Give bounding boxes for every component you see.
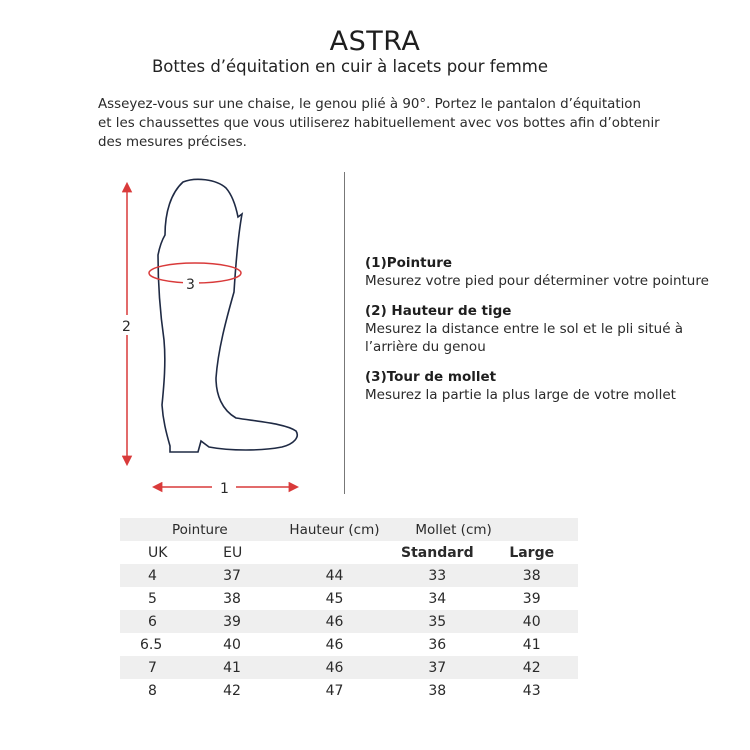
measurement-instructions (365, 254, 710, 416)
group-header-row (120, 518, 578, 541)
intro-line: Asseyez-vous sur une chaise, le genou plié à 90°. Portez le pantalon d’équitation (98, 97, 641, 112)
brand-title: ASTRA (329, 26, 421, 57)
cell-eu: 37 (223, 564, 280, 587)
instruction-mollet (365, 368, 710, 404)
cell-large: 40 (485, 610, 578, 633)
cell-uk: 5 (148, 590, 157, 607)
cell-large: 39 (522, 590, 541, 607)
height-label: 2 (122, 319, 131, 335)
size-table (120, 518, 578, 702)
cell-eu: 42 (223, 682, 241, 699)
cell-uk: 8 (148, 682, 157, 699)
table-row (120, 656, 578, 679)
sub-header-row (120, 541, 578, 564)
cell-hauteur: 47 (325, 682, 344, 699)
instruction-title: (1)Pointure (365, 255, 453, 271)
foot-length-label: 1 (220, 481, 229, 497)
table-row (120, 633, 578, 656)
cell-large: 43 (522, 682, 541, 699)
table-row (120, 587, 578, 610)
instruction-pointure (365, 254, 710, 290)
header-empty (280, 541, 389, 564)
instruction-title: (2) Hauteur de tige (365, 303, 512, 319)
instruction-hauteur (365, 302, 710, 356)
instruction-text: Mesurez votre pied pour déterminer votre pointure (365, 273, 709, 289)
cell-uk: 7 (120, 656, 223, 679)
table-row (120, 679, 578, 702)
cell-large: 42 (485, 656, 578, 679)
cell-large: 38 (485, 564, 578, 587)
table-row (120, 610, 578, 633)
cell-uk: 6.5 (140, 636, 163, 653)
cell-eu: 39 (223, 610, 280, 633)
vertical-divider (344, 172, 345, 494)
instruction-text: Mesurez la partie la plus large de votre mollet (365, 387, 676, 403)
cell-standard: 34 (428, 590, 447, 607)
table-row (120, 564, 578, 587)
header-uk: UK (148, 544, 168, 561)
cell-eu: 41 (223, 656, 280, 679)
cell-standard: 37 (389, 656, 485, 679)
calf-label: 3 (186, 277, 195, 293)
cell-uk: 6 (120, 610, 223, 633)
cell-hauteur: 44 (280, 564, 389, 587)
header-hauteur: Hauteur (cm) (280, 518, 389, 541)
cell-hauteur: 46 (280, 610, 389, 633)
product-subtitle: Bottes d’équitation en cuir à lacets pour femme (151, 57, 549, 76)
cell-standard: 35 (389, 610, 485, 633)
header-large: Large (509, 544, 555, 561)
header-eu: EU (223, 544, 243, 561)
cell-hauteur: 46 (325, 636, 344, 653)
instruction-text: Mesurez la distance entre le sol et le pli situé à l’arrière du genou (365, 321, 684, 355)
cell-uk: 4 (120, 564, 223, 587)
intro-line: des mesures précises. (98, 135, 247, 150)
cell-standard: 33 (389, 564, 485, 587)
header-mollet: Mollet (cm) (389, 518, 578, 541)
cell-hauteur: 45 (325, 590, 344, 607)
header-pointure-text: Pointure (172, 521, 228, 538)
cell-eu: 38 (223, 590, 241, 607)
cell-hauteur: 46 (280, 656, 389, 679)
header-pointure (120, 518, 280, 541)
cell-standard: 38 (428, 682, 447, 699)
boot-outline (158, 179, 297, 452)
cell-standard: 36 (428, 636, 447, 653)
instruction-title: (3)Tour de mollet (365, 369, 497, 385)
cell-large: 41 (522, 636, 541, 653)
intro-line: et les chaussettes que vous utiliserez habituellement avec vos bottes afin d’obtenir (98, 116, 660, 131)
cell-eu: 40 (223, 636, 241, 653)
header-standard: Standard (401, 544, 474, 561)
